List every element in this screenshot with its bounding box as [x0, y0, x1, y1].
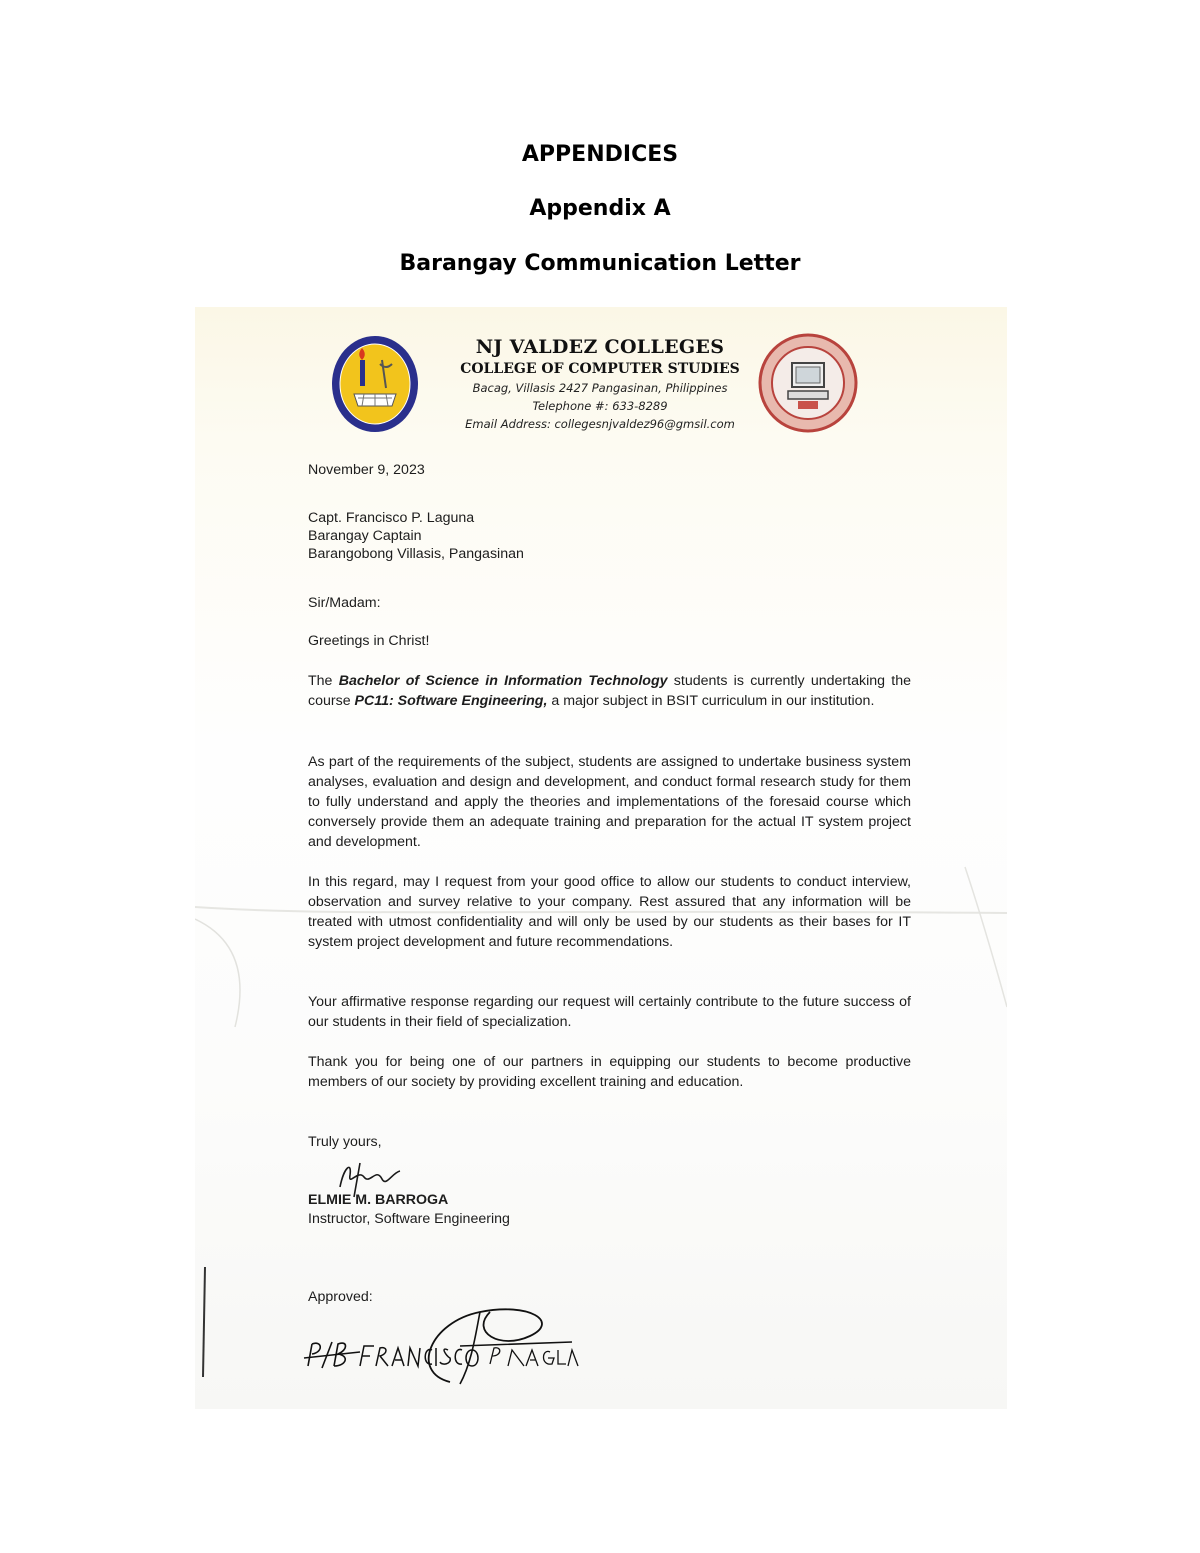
college-email: Email Address: collegesnjvaldez96@gmsil.com: [465, 417, 735, 431]
college-address: Bacag, Villasis 2427 Pangasinan, Philippines: [472, 381, 728, 395]
scanned-letter: [195, 307, 1007, 1409]
college-telephone: Telephone #: 633-8289: [532, 399, 668, 413]
paragraph-3: In this regard, may I request from your good office to allow our students to conduct interview, observation and survey relative to your company. Rest assured that any information will be treated with utmost confidentiality and will only be used by our students as their bases for IT system project development and future recommendations.: [308, 874, 911, 950]
paragraph-1-text-a: The: [308, 673, 339, 689]
letterhead: [440, 335, 760, 433]
appendix-label: Appendix A: [529, 196, 671, 221]
program-name: Bachelor of Science in Information Technology: [338, 673, 668, 689]
college-foundation-seal: [330, 334, 420, 434]
signatory-title: Instructor, Software Engineering: [308, 1211, 510, 1227]
signatory-name: ELMIE M. BARROGA: [308, 1192, 449, 1208]
paragraph-2: As part of the requirements of the subject, students are assigned to undertake business system analyses, evaluation and design and development, and conduct formal research study for them to fully understand and apply the theories and implementations of the foresaid course which conversely provide them an adequate training and preparation for the actual IT system project and development.: [308, 754, 911, 850]
greeting: Greetings in Christ!: [308, 633, 430, 649]
appendices-heading: APPENDICES: [521, 142, 679, 167]
paragraph-5: Thank you for being one of our partners in equipping our students to become productive members of our society by providing excellent training and education.: [308, 1054, 911, 1090]
paragraph-1: [308, 671, 911, 711]
appendix-title: Barangay Communication Letter: [399, 251, 801, 276]
paragraph-1-text-c: students is currently undertaking the course: [308, 673, 911, 709]
course-name: PC11: Software Engineering,: [354, 693, 548, 709]
recipient-name: Capt. Francisco P. Laguna: [308, 510, 475, 526]
paragraph-1-text-e: a major subject in BSIT curriculum in our institution.: [547, 693, 875, 709]
computer-studies-seal: [758, 333, 858, 433]
recipient-title: Barangay Captain: [308, 528, 422, 544]
approved-label: Approved:: [308, 1289, 373, 1305]
college-department: COLLEGE OF COMPUTER STUDIES: [460, 361, 740, 377]
college-name: NJ VALDEZ COLLEGES: [475, 336, 725, 358]
letter-date: November 9, 2023: [308, 462, 425, 478]
recipient-address: Barangobong Villasis, Pangasinan: [308, 546, 524, 562]
salutation: Sir/Madam:: [308, 595, 381, 611]
closing: Truly yours,: [308, 1134, 382, 1150]
approver-signature: [300, 1292, 580, 1392]
paragraph-4: Your affirmative response regarding our request will certainly contribute to the future success of our students in their field of specialization.: [308, 994, 911, 1030]
